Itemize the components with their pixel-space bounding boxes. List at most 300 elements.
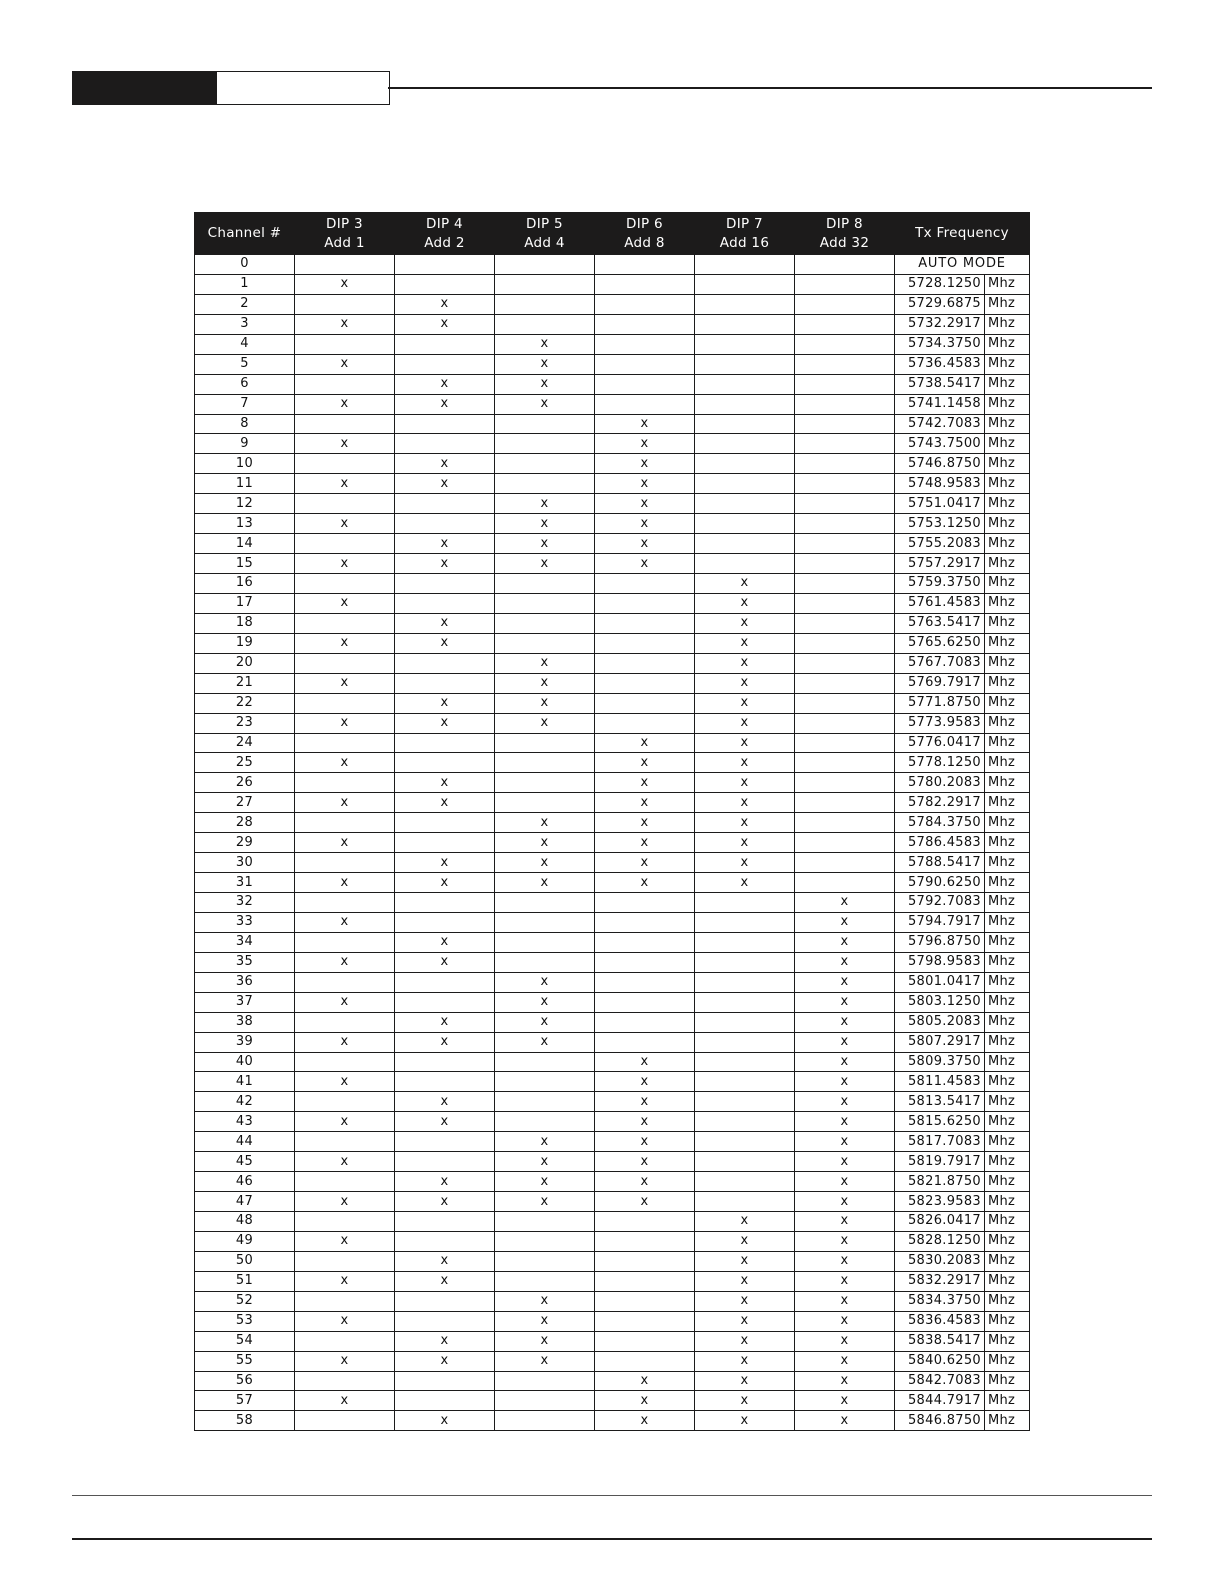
dip7-cell	[695, 294, 795, 314]
dip5-cell	[495, 593, 595, 613]
frequency-cell: 5759.3750	[895, 574, 985, 594]
dip3-cell: x	[295, 713, 395, 733]
dip6-cell: x	[595, 494, 695, 514]
channel-cell: 58	[195, 1411, 295, 1431]
dip7-cell	[695, 1152, 795, 1172]
frequency-cell: 5840.6250	[895, 1351, 985, 1371]
dip5-cell	[495, 574, 595, 594]
dip4-cell: x	[395, 773, 495, 793]
dip3-cell	[295, 813, 395, 833]
dip6-cell: x	[595, 514, 695, 534]
frequency-unit-cell: Mhz	[985, 693, 1030, 713]
dip3-cell	[295, 414, 395, 434]
frequency-cell: 5784.3750	[895, 813, 985, 833]
dip3-cell	[295, 932, 395, 952]
frequency-unit-cell: Mhz	[985, 1052, 1030, 1072]
table-row	[195, 374, 1030, 394]
dip6-cell	[595, 1291, 695, 1311]
dip4-cell: x	[395, 314, 495, 334]
dip6-cell	[595, 334, 695, 354]
dip6-cell	[595, 1351, 695, 1371]
frequency-unit-cell: Mhz	[985, 1092, 1030, 1112]
table-row	[195, 853, 1030, 873]
header-rule	[388, 87, 1152, 89]
frequency-unit-cell: Mhz	[985, 374, 1030, 394]
dip7-cell: x	[695, 713, 795, 733]
dip8-cell: x	[795, 1331, 895, 1351]
dip4-cell: x	[395, 374, 495, 394]
dip4-cell: x	[395, 1012, 495, 1032]
dip4-cell	[395, 434, 495, 454]
frequency-unit-cell: Mhz	[985, 1032, 1030, 1052]
dip3-cell: x	[295, 1192, 395, 1212]
dip7-cell	[695, 1092, 795, 1112]
channel-cell: 16	[195, 574, 295, 594]
dip5-cell: x	[495, 833, 595, 853]
channel-column-header: Channel #	[195, 213, 295, 255]
dip3-cell: x	[295, 354, 395, 374]
dip6-cell	[595, 713, 695, 733]
dip7-cell	[695, 912, 795, 932]
channel-cell: 32	[195, 893, 295, 913]
frequency-unit-cell: Mhz	[985, 593, 1030, 613]
table-row	[195, 274, 1030, 294]
table-row	[195, 1391, 1030, 1411]
dip8-cell: x	[795, 1152, 895, 1172]
dip7-cell	[695, 274, 795, 294]
dip4-cell	[395, 593, 495, 613]
dip3-cell	[295, 1012, 395, 1032]
frequency-cell: 5821.8750	[895, 1172, 985, 1192]
dip5-cell: x	[495, 534, 595, 554]
dip7-cell	[695, 1012, 795, 1032]
dip5-cell: x	[495, 1152, 595, 1172]
frequency-unit-cell: Mhz	[985, 1012, 1030, 1032]
dip8-cell: x	[795, 992, 895, 1012]
table-row	[195, 952, 1030, 972]
channel-cell: 5	[195, 354, 295, 374]
frequency-cell: 5736.4583	[895, 354, 985, 374]
dip7-cell	[695, 474, 795, 494]
dip7-cell	[695, 354, 795, 374]
dip3-cell	[295, 1172, 395, 1192]
frequency-unit-cell: Mhz	[985, 1172, 1030, 1192]
dip4-cell	[395, 992, 495, 1012]
dip5-cell	[495, 314, 595, 334]
table-row	[195, 255, 1030, 275]
dip8-cell: x	[795, 1291, 895, 1311]
table-row	[195, 514, 1030, 534]
channel-cell: 37	[195, 992, 295, 1012]
dip6-cell: x	[595, 1152, 695, 1172]
dip6-cell: x	[595, 873, 695, 893]
dip5-cell: x	[495, 873, 595, 893]
frequency-unit-cell: Mhz	[985, 414, 1030, 434]
dip6-cell: x	[595, 793, 695, 813]
frequency-unit-cell: Mhz	[985, 1311, 1030, 1331]
dip5-cell	[495, 912, 595, 932]
dip7-cell	[695, 893, 795, 913]
dip8-cell: x	[795, 1351, 895, 1371]
table-row	[195, 574, 1030, 594]
channel-cell: 45	[195, 1152, 295, 1172]
dip4-cell	[395, 354, 495, 374]
frequency-cell: 5738.5417	[895, 374, 985, 394]
dip6-cell: x	[595, 474, 695, 494]
frequency-cell: 5819.7917	[895, 1152, 985, 1172]
channel-cell: 43	[195, 1112, 295, 1132]
dip8-cell	[795, 673, 895, 693]
dip3-cell	[295, 1411, 395, 1431]
dip6-cell	[595, 574, 695, 594]
dip5-cell: x	[495, 1331, 595, 1351]
dip8-cell	[795, 514, 895, 534]
dip7-cell: x	[695, 1251, 795, 1271]
frequency-cell: 5765.6250	[895, 633, 985, 653]
dip5-cell	[495, 1112, 595, 1132]
dip3-cell	[295, 613, 395, 633]
table-row	[195, 394, 1030, 414]
dip4-cell	[395, 514, 495, 534]
channel-cell: 56	[195, 1371, 295, 1391]
dip4-cell: x	[395, 1092, 495, 1112]
dip8-cell: x	[795, 1132, 895, 1152]
dip5-cell	[495, 1411, 595, 1431]
dip5-cell	[495, 733, 595, 753]
frequency-unit-cell: Mhz	[985, 1231, 1030, 1251]
dip3-cell	[295, 1291, 395, 1311]
dip4-cell	[395, 494, 495, 514]
frequency-unit-cell: Mhz	[985, 574, 1030, 594]
dip6-cell: x	[595, 1112, 695, 1132]
dip6-cell: x	[595, 414, 695, 434]
dip6-cell	[595, 255, 695, 275]
dip6-cell: x	[595, 554, 695, 574]
dip3-cell	[295, 1052, 395, 1072]
dip4-cell	[395, 893, 495, 913]
dip8-cell: x	[795, 1072, 895, 1092]
dip7-cell: x	[695, 613, 795, 633]
frequency-cell: 5767.7083	[895, 653, 985, 673]
dip4-cell	[395, 1212, 495, 1232]
frequency-unit-cell: Mhz	[985, 1371, 1030, 1391]
frequency-unit-cell: Mhz	[985, 274, 1030, 294]
dip8-cell: x	[795, 972, 895, 992]
dip6-cell	[595, 1331, 695, 1351]
dip7-cell	[695, 314, 795, 334]
dip4-cell	[395, 1231, 495, 1251]
table-row	[195, 494, 1030, 514]
channel-cell: 17	[195, 593, 295, 613]
channel-cell: 33	[195, 912, 295, 932]
channel-cell: 30	[195, 853, 295, 873]
dip7-cell	[695, 514, 795, 534]
dip6-cell	[595, 932, 695, 952]
channel-cell: 34	[195, 932, 295, 952]
dip3-cell: x	[295, 593, 395, 613]
frequency-cell: 5830.2083	[895, 1251, 985, 1271]
dip4-cell	[395, 833, 495, 853]
dip6-cell	[595, 1311, 695, 1331]
dip3-cell: x	[295, 514, 395, 534]
frequency-cell: 5734.3750	[895, 334, 985, 354]
channel-cell: 47	[195, 1192, 295, 1212]
dip3-cell	[295, 1092, 395, 1112]
dip8-cell: x	[795, 1271, 895, 1291]
frequency-cell: 5792.7083	[895, 893, 985, 913]
table-row	[195, 912, 1030, 932]
frequency-cell: 5809.3750	[895, 1052, 985, 1072]
footer-rule-thin	[72, 1495, 1152, 1496]
table-row	[195, 474, 1030, 494]
channel-cell: 48	[195, 1212, 295, 1232]
dip5-cell: x	[495, 1172, 595, 1192]
table-row	[195, 314, 1030, 334]
dip3-cell	[295, 255, 395, 275]
dip7-cell	[695, 334, 795, 354]
frequency-unit-cell: Mhz	[985, 1072, 1030, 1092]
dip8-cell	[795, 833, 895, 853]
dip7-cell	[695, 932, 795, 952]
dip3-cell: x	[295, 633, 395, 653]
table-row	[195, 1311, 1030, 1331]
dip8-cell: x	[795, 1371, 895, 1391]
footer-rule-thick	[72, 1538, 1152, 1540]
auto-mode-cell: AUTO MODE	[895, 255, 1030, 275]
dip3-cell	[295, 1132, 395, 1152]
frequency-unit-cell: Mhz	[985, 434, 1030, 454]
frequency-unit-cell: Mhz	[985, 1331, 1030, 1351]
dip6-cell: x	[595, 733, 695, 753]
channel-cell: 21	[195, 673, 295, 693]
channel-cell: 0	[195, 255, 295, 275]
dip5-cell: x	[495, 972, 595, 992]
dip5-cell	[495, 793, 595, 813]
dip8-cell: x	[795, 1411, 895, 1431]
dip6-column-header: DIP 6 Add 8	[595, 213, 695, 255]
frequency-cell: 5805.2083	[895, 1012, 985, 1032]
dip8-cell: x	[795, 1032, 895, 1052]
dip4-cell: x	[395, 1172, 495, 1192]
dip3-cell: x	[295, 1311, 395, 1331]
table-row	[195, 1012, 1030, 1032]
frequency-cell: 5826.0417	[895, 1212, 985, 1232]
frequency-unit-cell: Mhz	[985, 873, 1030, 893]
dip4-cell: x	[395, 613, 495, 633]
frequency-cell: 5780.2083	[895, 773, 985, 793]
table-row	[195, 653, 1030, 673]
frequency-cell: 5761.4583	[895, 593, 985, 613]
dip4-cell: x	[395, 693, 495, 713]
dip5-cell	[495, 932, 595, 952]
dip4-cell: x	[395, 1271, 495, 1291]
dip4-cell: x	[395, 1112, 495, 1132]
frequency-cell: 5729.6875	[895, 294, 985, 314]
frequency-unit-cell: Mhz	[985, 773, 1030, 793]
dip3-cell	[295, 454, 395, 474]
dip5-cell	[495, 773, 595, 793]
channel-cell: 52	[195, 1291, 295, 1311]
channel-cell: 19	[195, 633, 295, 653]
dip6-cell	[595, 613, 695, 633]
dip6-cell	[595, 394, 695, 414]
dip4-cell	[395, 274, 495, 294]
frequency-unit-cell: Mhz	[985, 1391, 1030, 1411]
table-row	[195, 1032, 1030, 1052]
frequency-unit-cell: Mhz	[985, 633, 1030, 653]
frequency-unit-cell: Mhz	[985, 1132, 1030, 1152]
dip8-cell	[795, 334, 895, 354]
dip3-cell: x	[295, 1391, 395, 1411]
dip6-cell	[595, 354, 695, 374]
frequency-unit-cell: Mhz	[985, 514, 1030, 534]
frequency-unit-cell: Mhz	[985, 1411, 1030, 1431]
dip7-cell: x	[695, 833, 795, 853]
dip7-cell: x	[695, 1291, 795, 1311]
dip8-cell: x	[795, 1052, 895, 1072]
dip7-cell	[695, 992, 795, 1012]
channel-cell: 22	[195, 693, 295, 713]
dip4-cell	[395, 1052, 495, 1072]
table-row	[195, 972, 1030, 992]
dip6-cell: x	[595, 434, 695, 454]
table-row	[195, 1152, 1030, 1172]
frequency-unit-cell: Mhz	[985, 893, 1030, 913]
channel-cell: 53	[195, 1311, 295, 1331]
header-black-tab	[72, 71, 217, 105]
dip7-cell	[695, 1112, 795, 1132]
dip3-cell: x	[295, 833, 395, 853]
dip8-cell	[795, 793, 895, 813]
dip6-cell: x	[595, 1411, 695, 1431]
channel-cell: 12	[195, 494, 295, 514]
channel-cell: 13	[195, 514, 295, 534]
channel-cell: 44	[195, 1132, 295, 1152]
dip6-cell	[595, 1212, 695, 1232]
dip5-cell: x	[495, 673, 595, 693]
table-row	[195, 1112, 1030, 1132]
channel-cell: 6	[195, 374, 295, 394]
dip4-cell: x	[395, 1411, 495, 1431]
frequency-cell: 5755.2083	[895, 534, 985, 554]
dip-switch-channel-table	[194, 212, 1030, 1431]
dip6-cell	[595, 1032, 695, 1052]
dip3-cell	[295, 1371, 395, 1391]
dip4-cell	[395, 334, 495, 354]
frequency-unit-cell: Mhz	[985, 653, 1030, 673]
frequency-cell: 5832.2917	[895, 1271, 985, 1291]
frequency-cell: 5836.4583	[895, 1311, 985, 1331]
dip4-cell: x	[395, 534, 495, 554]
dip3-cell	[295, 693, 395, 713]
frequency-cell: 5834.3750	[895, 1291, 985, 1311]
channel-cell: 15	[195, 554, 295, 574]
frequency-cell: 5786.4583	[895, 833, 985, 853]
dip4-cell	[395, 1311, 495, 1331]
frequency-unit-cell: Mhz	[985, 1351, 1030, 1371]
channel-cell: 11	[195, 474, 295, 494]
dip8-column-header: DIP 8 Add 32	[795, 213, 895, 255]
dip5-cell: x	[495, 813, 595, 833]
frequency-unit-cell: Mhz	[985, 613, 1030, 633]
frequency-unit-cell: Mhz	[985, 853, 1030, 873]
dip7-cell: x	[695, 793, 795, 813]
dip3-cell: x	[295, 912, 395, 932]
dip5-cell: x	[495, 992, 595, 1012]
dip7-cell	[695, 952, 795, 972]
dip4-cell: x	[395, 952, 495, 972]
dip7-cell: x	[695, 1391, 795, 1411]
dip5-cell	[495, 1391, 595, 1411]
frequency-cell: 5778.1250	[895, 753, 985, 773]
dip8-cell	[795, 813, 895, 833]
frequency-cell: 5773.9583	[895, 713, 985, 733]
frequency-cell: 5794.7917	[895, 912, 985, 932]
dip6-cell: x	[595, 1092, 695, 1112]
dip8-cell	[795, 574, 895, 594]
dip3-cell	[295, 1251, 395, 1271]
dip8-cell	[795, 633, 895, 653]
channel-cell: 14	[195, 534, 295, 554]
dip5-cell: x	[495, 494, 595, 514]
dip7-cell	[695, 374, 795, 394]
table-row	[195, 773, 1030, 793]
table-row	[195, 932, 1030, 952]
dip5-cell	[495, 1271, 595, 1291]
frequency-cell: 5842.7083	[895, 1371, 985, 1391]
dip3-cell	[295, 294, 395, 314]
dip8-cell	[795, 255, 895, 275]
dip8-cell	[795, 394, 895, 414]
dip4-cell: x	[395, 474, 495, 494]
dip3-cell	[295, 893, 395, 913]
dip7-cell: x	[695, 873, 795, 893]
dip7-cell	[695, 434, 795, 454]
table-row	[195, 873, 1030, 893]
dip4-cell	[395, 813, 495, 833]
dip4-cell	[395, 1132, 495, 1152]
dip4-cell	[395, 733, 495, 753]
dip7-cell: x	[695, 1271, 795, 1291]
dip8-cell	[795, 733, 895, 753]
table-row	[195, 1411, 1030, 1431]
table-row	[195, 593, 1030, 613]
table-row	[195, 1371, 1030, 1391]
dip8-cell	[795, 274, 895, 294]
dip6-cell	[595, 992, 695, 1012]
frequency-cell: 5757.2917	[895, 554, 985, 574]
dip5-cell	[495, 255, 595, 275]
dip8-cell	[795, 374, 895, 394]
channel-cell: 40	[195, 1052, 295, 1072]
dip4-cell	[395, 255, 495, 275]
dip4-cell: x	[395, 394, 495, 414]
channel-cell: 29	[195, 833, 295, 853]
dip8-cell: x	[795, 1012, 895, 1032]
dip4-cell: x	[395, 1351, 495, 1371]
dip8-cell	[795, 853, 895, 873]
dip6-cell: x	[595, 1391, 695, 1411]
dip7-cell	[695, 1032, 795, 1052]
dip3-cell	[295, 374, 395, 394]
dip5-cell	[495, 893, 595, 913]
frequency-cell: 5813.5417	[895, 1092, 985, 1112]
dip4-cell	[395, 972, 495, 992]
channel-cell: 51	[195, 1271, 295, 1291]
frequency-unit-cell: Mhz	[985, 713, 1030, 733]
frequency-unit-cell: Mhz	[985, 454, 1030, 474]
dip6-cell	[595, 1231, 695, 1251]
